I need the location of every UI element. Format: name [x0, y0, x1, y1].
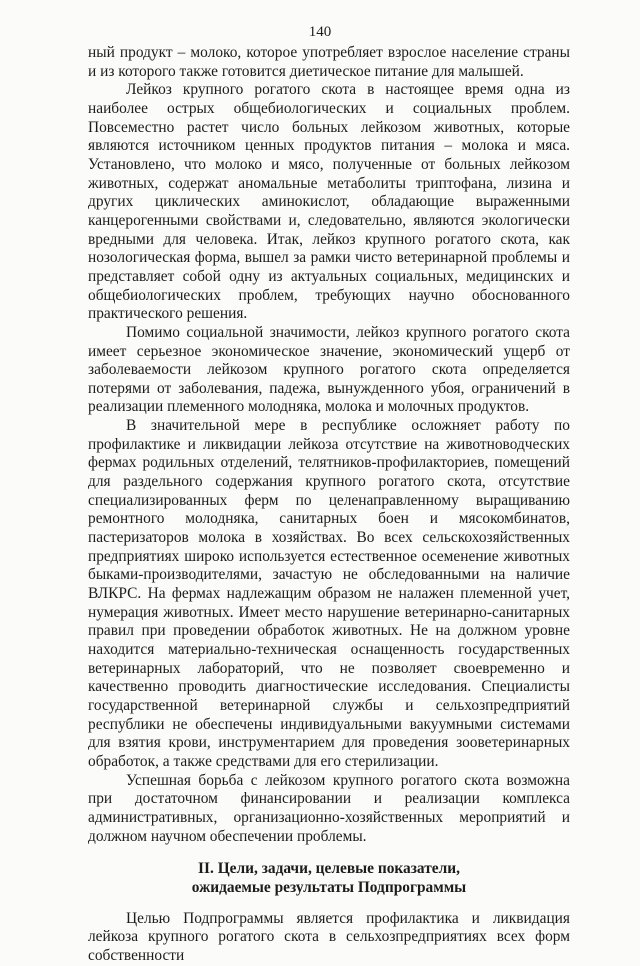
section-heading: [88, 860, 570, 897]
section-heading-line1: II. Цели, задачи, целевые показатели,: [198, 860, 460, 878]
document-body: [88, 44, 570, 966]
paragraph-successful-fight: Успешная борьба с лейкозом крупного рогатого скота возможна при достаточном финансировании и реализации комплекса административных, организационно-хозяйственных мероприятий и должном научном обеспечении проблемы.: [88, 771, 570, 845]
page-number: 140: [308, 24, 332, 40]
paragraph-goal: Целью Подпрограммы является профилактика и ликвидация лейкоза крупного рогатого скота в сельхозпредприятиях всех форм собственности: [88, 909, 570, 964]
paragraph-continuation: ный продукт – молоко, которое употребляет взрослое население страны и из которого также готовится диетическое питание для малышей.: [88, 44, 570, 80]
paragraph-leukosis-problem: Лейкоз крупного рогатого скота в настоящее время одна из наиболее острых общебиологических и социальных проблем. Повсеместно растет число больных лейкозом животных, которые являются источником ценных продуктов питания – молока и мяса. Установлено, что молоко и мясо, полученные от больных лейкозом животных, содержат аномальные метаболиты триптофана, лизина и других циклических аминокислот, обладающие выраженными канцерогенными свойствами и, следовательно, являются экологически вредными для человека. Итак, лейкоз крупного рогатого скота, как нозологическая форма, вышел за рамки чисто ветеринарной проблемы и представляет собой одну из актуальных социальных, медицинских и общебиологических проблем, требующих научно обоснованного практического решения.: [88, 81, 570, 323]
paragraph-economic-significance: Помимо социальной значимости, лейкоз крупного рогатого скота имеет серьезное экономическое значение, экономический ущерб от заболеваемости лейкозом крупного рогатого скота определяется потерями от заболевания, падежа, вынужденного убоя, ограничений в реализации племенного молодняка, молока и молочных продуктов.: [88, 323, 570, 416]
section-heading-line2: ожидаемые результаты Подпрограммы: [191, 878, 467, 896]
paragraph-complications: В значительной мере в республике осложняет работу по профилактике и ликвидации лейкоза отсутствие на животноводческих фермах родильных отделений, телятников-профилакториев, помещений для раздельного содержания крупного рогатого скота, отсутствие специализированных ферм по целенаправленному выращиванию ремонтного молодняка, санитарных боен и мясокомбинатов, пастеризаторов молока в хозяйствах. Во всех сельскохозяйственных предприятиях широко используется естественное осеменение животных быками-производителями, зачастую не обследованными на наличие ВЛКРС. На фермах надлежащим образом не налажен племенной учет, нумерация животных. Имеет место нарушение ветеринарно-санитарных правил при проведении обработок животных. Не на должном уровне находится материально-техническая оснащенность государственных ветеринарных лабораторий, что не позволяет своевременно и качественно проводить диагностические исследования. Специалисты государственной ветеринарной службы и сельхозпредприятий республики не обеспечены индивидуальными вакуумными системами для взятия крови, инструментарием для проведения зооветеринарных обработок, а также средствами для его стерилизации.: [88, 417, 570, 770]
